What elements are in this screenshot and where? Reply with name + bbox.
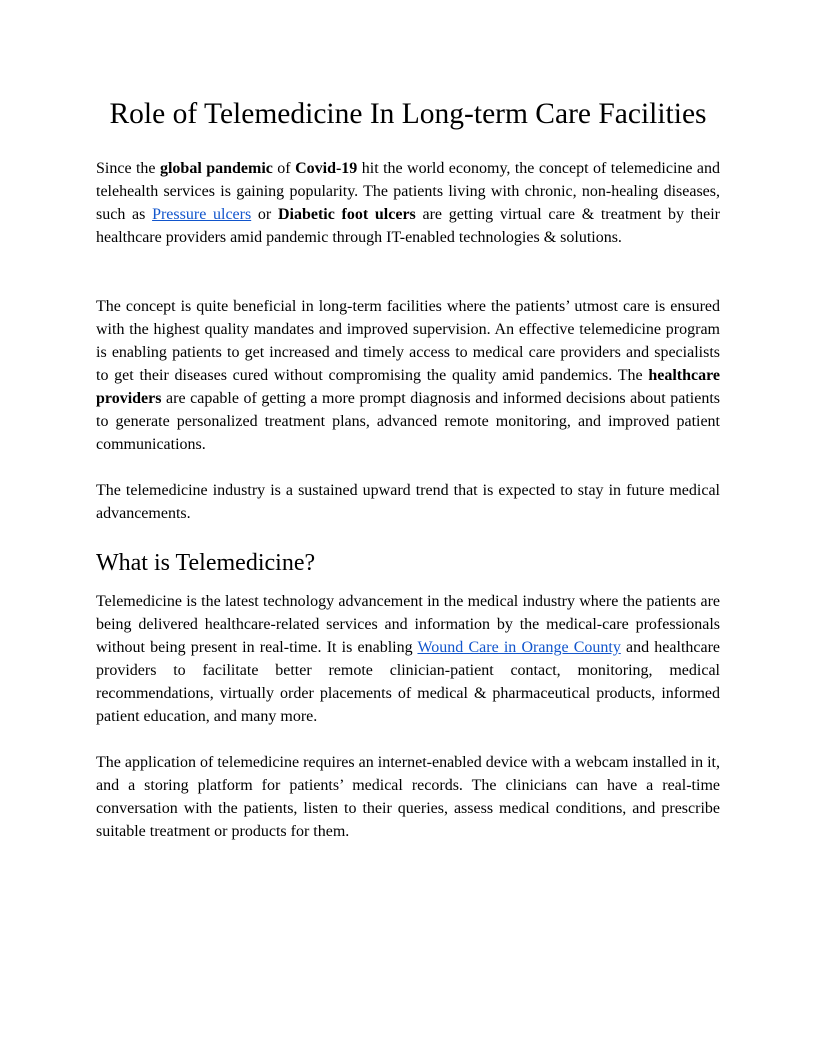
definition-text-1: Telemedicine is the latest technology advancement in the medical industry where the patients are being delivered healthcare-related services and information by the medical-care professionals without being present in real-time. It is enabling <box>96 593 720 656</box>
intro-paragraph <box>96 157 720 249</box>
application-paragraph: The application of telemedicine requires an internet-enabled device with a webcam installed in it, and a storing platform for patients’ medical records. The clinicians can have a real-time conversation with the patients, listen to their queries, assess medical conditions, and prescribe suitable treatment or products for them. <box>96 754 720 840</box>
intro-text-4: or <box>251 206 278 223</box>
wound-care-orange-county-link[interactable]: Wound Care in Orange County <box>417 639 621 656</box>
document-title: Role of Telemedicine In Long-term Care Facilities <box>109 98 707 130</box>
concept-bold-healthcare-providers: healthcare providers <box>96 367 720 407</box>
intro-text-3: hit the world economy, the concept of telemedicine and telehealth services is gaining popularity. The patients living with chronic, non-healing diseases, such as <box>96 160 721 223</box>
trend-paragraph: The telemedicine industry is a sustained upward trend that is expected to stay in future medical advancements. <box>96 482 720 522</box>
definition-paragraph <box>96 590 720 728</box>
intro-bold-global-pandemic: global pandemic <box>159 160 273 177</box>
concept-text-1: The concept is quite beneficial in long-term facilities where the patients’ utmost care is ensured with the highest quality mandates and improved supervision. An effective telemedicine program is enabling patients to get increased and timely access to medical care providers and specialists to get their diseases cured without compromising the quality amid pandemics. The <box>96 298 720 384</box>
intro-text-5: are getting virtual care & treatment by their healthcare providers amid pandemic through IT-enabled technologies & solutions. <box>96 206 721 246</box>
intro-bold-covid: Covid-19 <box>295 160 358 177</box>
section-heading: What is Telemedicine? <box>96 550 316 576</box>
concept-text-2: are capable of getting a more prompt diagnosis and informed decisions about patients to generate personalized treatment plans, advanced remote monitoring, and improved patient communications. <box>96 390 720 453</box>
intro-text-1: Since the <box>96 160 160 177</box>
concept-paragraph <box>96 295 720 456</box>
intro-bold-diabetic-foot-ulcers: Diabetic foot ulcers <box>277 206 416 223</box>
pressure-ulcers-link[interactable]: Pressure ulcers <box>152 206 252 223</box>
definition-text-2: and healthcare providers to facilitate better remote clinician-patient contact, monitoring, medical recommendations, virtually order placements of medical & pharmaceutical products, informed patient education, and many more. <box>96 639 721 725</box>
intro-text-2: of <box>272 160 296 177</box>
